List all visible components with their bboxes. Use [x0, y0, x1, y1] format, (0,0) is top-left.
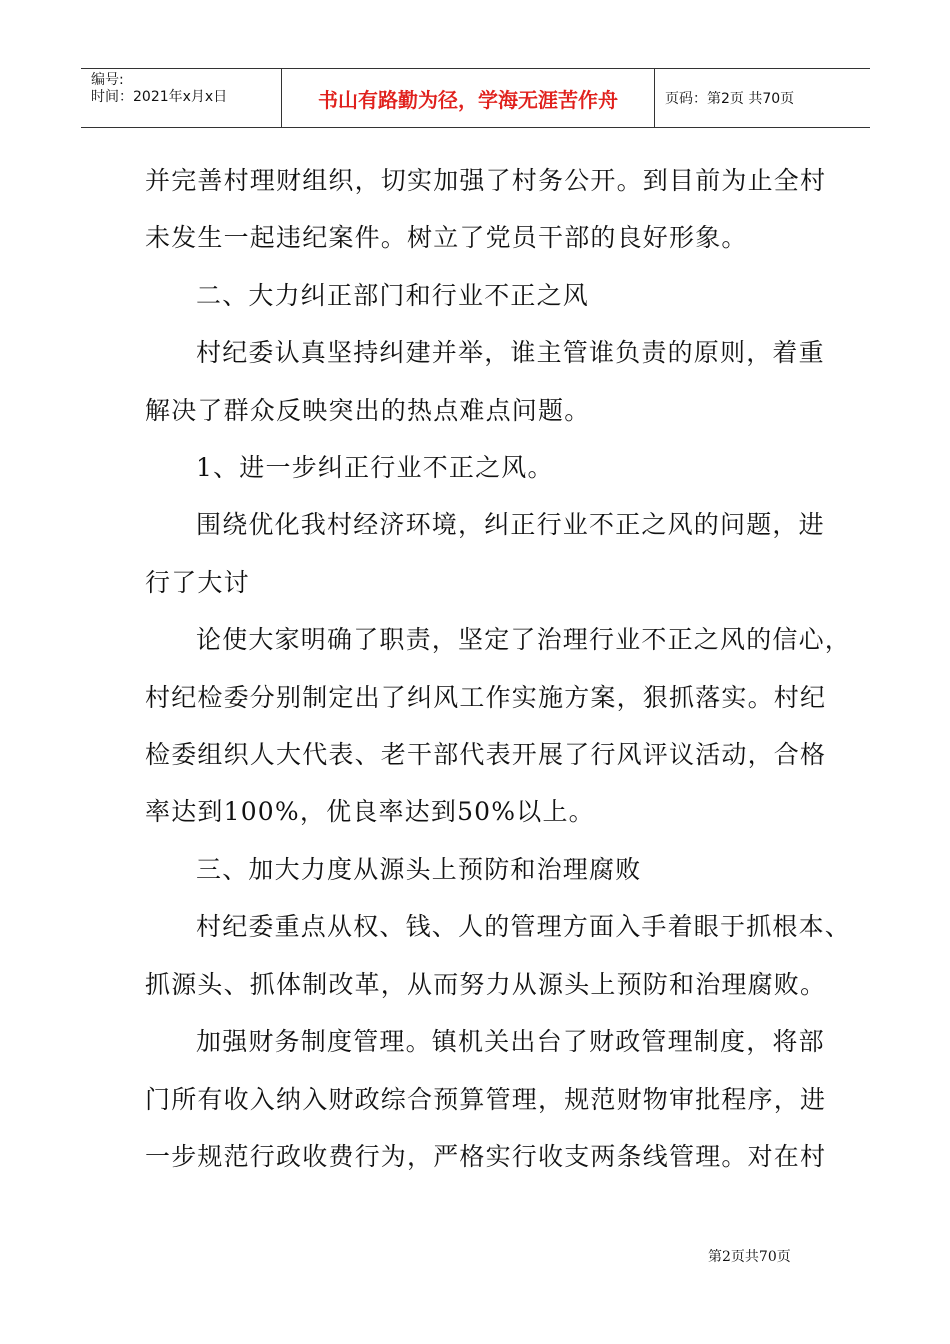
body-text-line: 1、进一步纠正行业不正之风。	[196, 453, 554, 483]
page-header	[81, 68, 870, 128]
header-page-number: 页码：第2页 共70页	[665, 91, 795, 107]
body-text-line: 二、大力纠正部门和行业不正之风	[196, 280, 590, 310]
body-text-line: 检委组织人大代表、老干部代表开展了行风评议活动，合格	[145, 740, 827, 770]
body-text-line: 加强财务制度管理。镇机关出台了财政管理制度，将部	[196, 1027, 825, 1057]
footer-page-number: 第2页共70页	[708, 1249, 791, 1265]
header-motto: 书山有路勤为径，学海无涯苦作舟	[282, 69, 655, 127]
body-text-line: 率达到100%，优良率达到50%以上。	[145, 797, 595, 827]
header-meta	[81, 69, 282, 127]
body-text-line: 一步规范行政收费行为，严格实行收支两条线管理。对在村	[145, 1141, 827, 1171]
body-text-line: 村纪委重点从权、钱、人的管理方面入手着眼于抓根本、	[196, 912, 852, 942]
body-text-line: 围绕优化我村经济环境，纠正行业不正之风的问题，进	[196, 510, 825, 540]
body-text-line: 论使大家明确了职责，坚定了治理行业不正之风的信心，	[196, 625, 852, 655]
body-text-line: 三、加大力度从源头上预防和治理腐败	[196, 854, 642, 884]
body-text-line: 村纪委认真坚持纠建并举，谁主管谁负责的原则，着重	[196, 338, 825, 368]
body-text-line: 抓源头、抓体制改革，从而努力从源头上预防和治理腐败。	[145, 969, 827, 999]
document-time-label: 时间：2021年x月x日	[91, 89, 228, 105]
document-number-label: 编号:	[91, 72, 124, 88]
document-body	[145, 152, 852, 1185]
body-text-line: 门所有收入纳入财政综合预算管理，规范财物审批程序，进	[145, 1084, 827, 1114]
body-text-line: 并完善村理财组织，切实加强了村务公开。到目前为止全村	[145, 166, 827, 195]
body-text-line: 行了大讨	[145, 567, 250, 597]
body-text-line: 村纪检委分别制定出了纠风工作实施方案，狠抓落实。村纪	[145, 682, 827, 712]
body-text-line: 未发生一起违纪案件。树立了党员干部的良好形象。	[145, 223, 748, 253]
body-text-line: 解决了群众反映突出的热点难点问题。	[145, 395, 591, 425]
